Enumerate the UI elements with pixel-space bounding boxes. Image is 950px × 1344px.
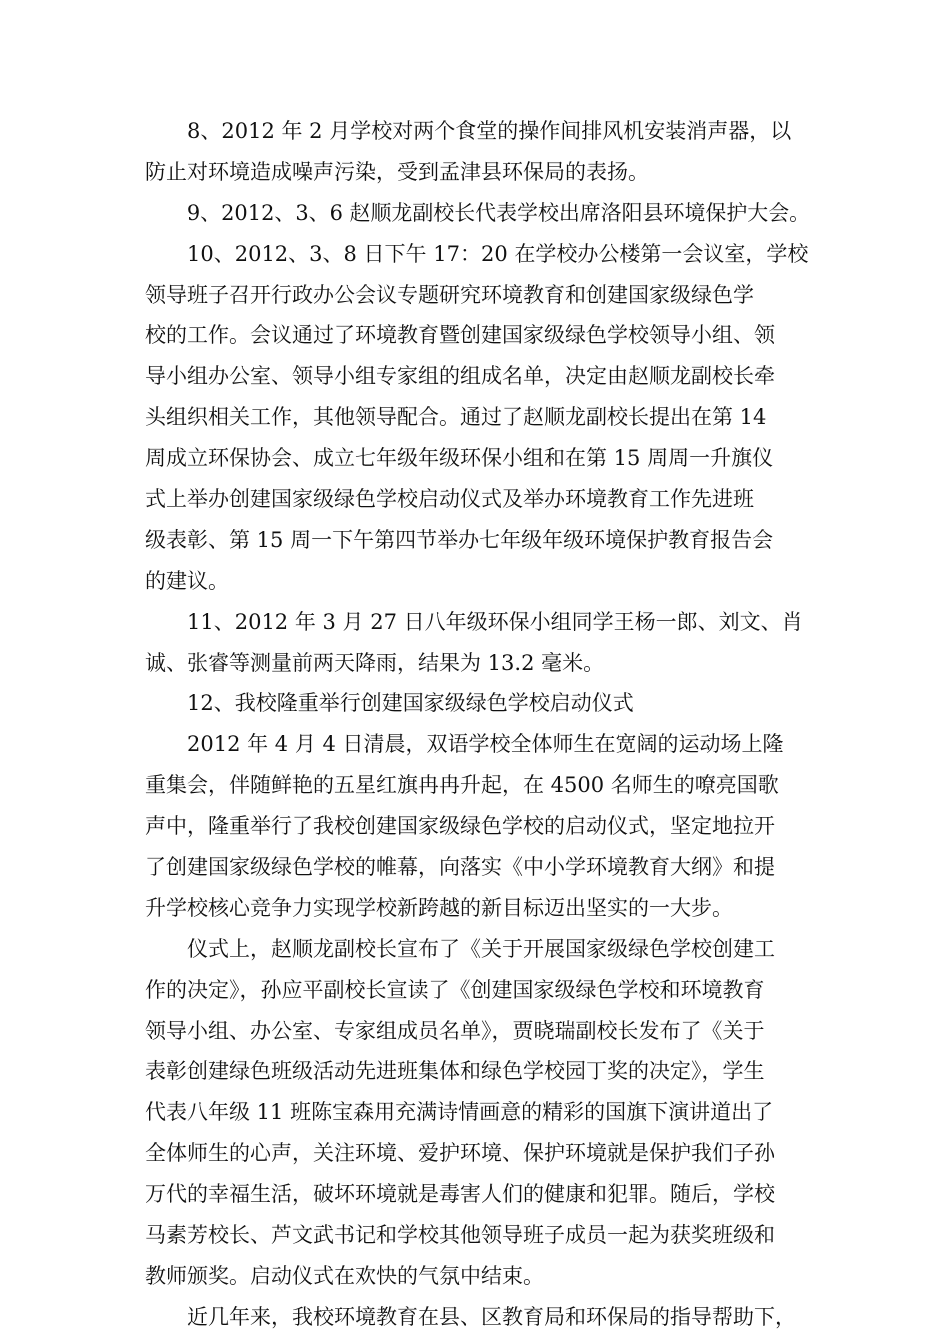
text-line: 诚、张睿等测量前两天降雨，结果为 13.2 毫米。 xyxy=(145,650,605,675)
text-line: 表彰创建绿色班级活动先进班集体和绿色学校园丁奖的决定》，学生 xyxy=(145,1059,765,1084)
text-line: 全体师生的心声，关注环境、爱护环境、保护环境就是保护我们子孙 xyxy=(145,1141,775,1166)
text-line: 马素芳校长、芦文武书记和学校其他领导班子成员一起为获奖班级和 xyxy=(145,1223,775,1248)
text-line: 万代的幸福生活，破坏环境就是毒害人们的健康和犯罪。随后，学校 xyxy=(145,1182,775,1207)
paragraph-p12 xyxy=(145,683,810,724)
paragraph-p13 xyxy=(145,724,810,928)
document-body xyxy=(145,111,810,1338)
text-line: 10、2012、3、8 日下午 17：20 在学校办公楼第一会议室，学校 xyxy=(187,241,809,266)
text-line: 近几年来，我校环境教育在县、区教育局和环保局的指导帮助下， xyxy=(187,1304,796,1329)
text-line: 导小组办公室、领导小组专家组的组成名单，决定由赵顺龙副校长牵 xyxy=(145,364,775,389)
text-line: 式上举办创建国家级绿色学校启动仪式及举办环境教育工作先进班 xyxy=(145,487,754,512)
text-line: 防止对环境造成噪声污染，受到孟津县环保局的表扬。 xyxy=(145,159,649,184)
text-line: 级表彰、第 15 周一下午第四节举办七年级年级环境保护教育报告会 xyxy=(145,527,774,552)
text-line: 9、2012、3、6 赵顺龙副校长代表学校出席洛阳县环境保护大会。 xyxy=(186,200,811,225)
text-line: 头组织相关工作，其他领导配合。通过了赵顺龙副校长提出在第 14 xyxy=(145,405,767,430)
text-line: 教师颁奖。启动仪式在欢快的气氛中结束。 xyxy=(145,1263,544,1288)
text-line: 声中，隆重举行了我校创建国家级绿色学校的启动仪式，坚定地拉开 xyxy=(145,814,775,839)
text-line: 12、我校隆重举行创建国家级绿色学校启动仪式 xyxy=(187,691,634,716)
text-line: 校的工作。会议通过了环境教育暨创建国家级绿色学校领导小组、领 xyxy=(145,323,775,348)
text-line: 8、2012 年 2 月学校对两个食堂的操作间排风机安装消声器，以 xyxy=(187,119,792,143)
text-line: 作的决定》，孙应平副校长宣读了《创建国家级绿色学校和环境教育 xyxy=(145,977,765,1002)
paragraph-p11 xyxy=(145,602,810,684)
text-line: 升学校核心竞争力实现学校新跨越的新目标迈出坚实的一大步。 xyxy=(145,895,733,920)
text-line: 的建议。 xyxy=(145,568,229,593)
paragraph-p15 xyxy=(145,1297,810,1338)
text-line: 了创建国家级绿色学校的帷幕，向落实《中小学环境教育大纲》和提 xyxy=(145,855,775,880)
text-line: 11、2012 年 3 月 27 日八年级环保小组同学王杨一郎、刘文、肖 xyxy=(187,609,803,634)
text-line: 代表八年级 11 班陈宝森用充满诗情画意的精彩的国旗下演讲道出了 xyxy=(145,1100,774,1125)
text-line: 周成立环保协会、成立七年级年级环保小组和在第 15 周周一升旗仪 xyxy=(145,446,774,471)
text-line: 2012 年 4 月 4 日清晨，双语学校全体师生在宽阔的运动场上隆 xyxy=(187,732,784,757)
text-line: 重集会，伴随鲜艳的五星红旗冉冉升起，在 4500 名师生的嘹亮国歌 xyxy=(145,773,779,798)
paragraph-p14 xyxy=(145,929,810,1297)
text-line: 领导班子召开行政办公会议专题研究环境教育和创建国家级绿色学 xyxy=(145,282,754,307)
paragraph-p9 xyxy=(145,193,810,234)
paragraph-p8 xyxy=(145,111,810,193)
text-line: 仪式上，赵顺龙副校长宣布了《关于开展国家级绿色学校创建工 xyxy=(187,936,775,961)
text-line: 领导小组、办公室、专家组成员名单》，贾晓瑞副校长发布了《关于 xyxy=(145,1018,765,1043)
paragraph-p10 xyxy=(145,234,810,602)
